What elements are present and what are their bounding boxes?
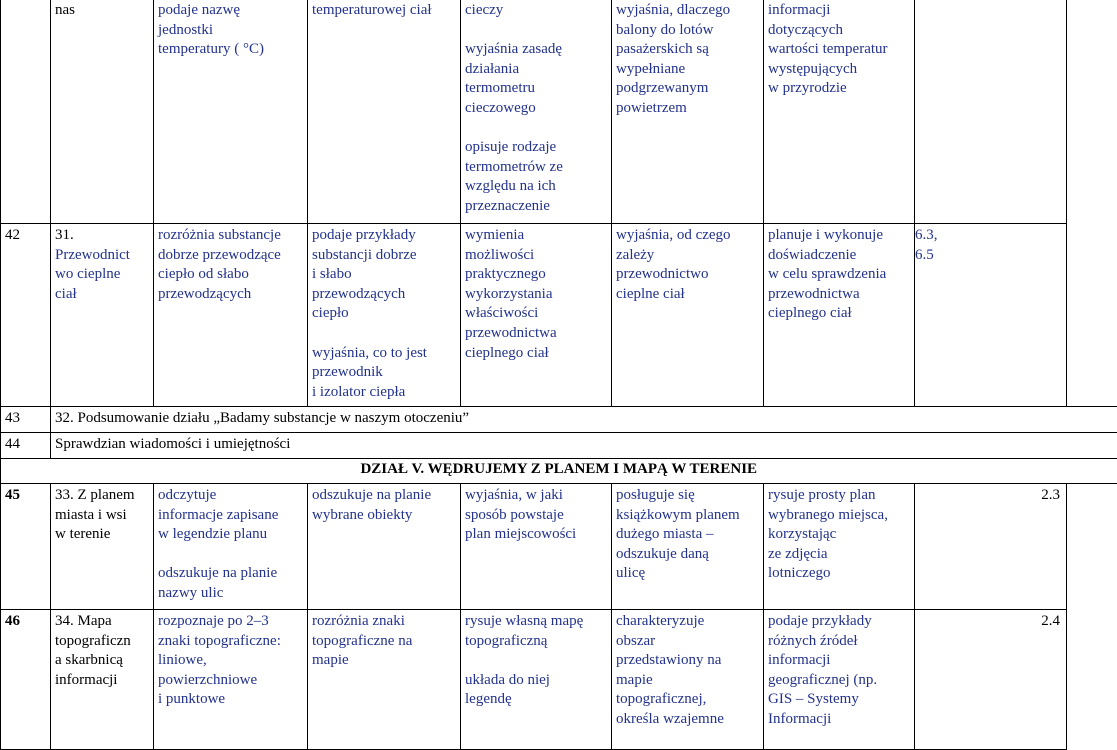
lesson-number-cell: 46 [1, 610, 51, 750]
requirement-cell-3: rysuje własną mapę topograficzną układa do niej legendę [461, 610, 612, 750]
curriculum-ref-cell [915, 0, 1067, 224]
test-lesson-text: Sprawdzian wiadomości i umiejętności [55, 436, 291, 452]
summary-lesson-text: 32. Podsumowanie działu „Badamy substancje w naszym otoczeniu” [55, 410, 470, 426]
requirement-cell-4: posługuje się książkowym planem dużego miasta – odszukuje daną ulicę [612, 484, 764, 610]
lesson-number-cell [1, 0, 51, 224]
curriculum-ref-cell: 2.4 [915, 610, 1067, 750]
requirement-cell-5: rysuje prosty plan wybranego miejsca, korzystając ze zdjęcia lotniczego [764, 484, 915, 610]
requirement-cell-3: cieczy wyjaśnia zasadę działania termometru cieczowego opisuje rodzaje termometrów ze względu na ich przeznaczenie [461, 0, 612, 224]
requirement-cell-1: rozpoznaje po 2–3 znaki topograficzne: liniowe, powierzchniowe i punktowe [154, 610, 308, 750]
lesson-number-cell: 42 [1, 224, 51, 407]
section-header: DZIAŁ V. WĘDRUJEMY Z PLANEM I MAPĄ W TERENIE [1, 459, 1117, 484]
requirement-cell-1: odczytuje informacje zapisane w legendzie planu odszukuje na planie nazwy ulic [154, 484, 308, 610]
requirement-cell-4: wyjaśnia, dlaczego balony do lotów pasażerskich są wypełniane podgrzewanym powietrzem [612, 0, 764, 224]
requirement-cell-2: odszukuje na planie wybrane obiekty [308, 484, 461, 610]
requirement-cell-2: rozróżnia znaki topograficzne na mapie [308, 610, 461, 750]
lesson-topic: nas [55, 2, 75, 18]
requirement-cell-4: wyjaśnia, od czego zależy przewodnictwo cieplne ciał [612, 224, 764, 407]
requirement-cell-3: wyjaśnia, w jaki sposób powstaje plan miejscowości [461, 484, 612, 610]
requirement-cell-4: charakteryzuje obszar przedstawiony na mapie topograficznej, określa wzajemne [612, 610, 764, 750]
section-header-row [1, 459, 1117, 484]
lesson-topic-cell [51, 0, 154, 224]
lesson-topic-cell: 34. Mapa topograficzn a skarbnicą informacji [51, 610, 154, 750]
requirement-cell-2: temperaturowej ciał [308, 0, 461, 224]
requirement-cell-1: podaje nazwę jednostki temperatury ( °C) [154, 0, 308, 224]
table-row [1, 224, 1117, 407]
lesson-number-cell: 43 [1, 407, 51, 433]
curriculum-ref-cell: 6.3, 6.5 [915, 224, 1067, 407]
lesson-number-cell: 44 [1, 433, 51, 459]
lesson-topic-cell: 33. Z planem miasta i wsi w terenie [51, 484, 154, 610]
curriculum-ref-cell: 2.3 [915, 484, 1067, 610]
requirement-cell-5: podaje przykłady różnych źródeł informacji geograficznej (np. GIS – Systemy Informacji [764, 610, 915, 750]
requirement-cell-3: wymienia możliwości praktycznego wykorzystania właściwości przewodnictwa cieplnego ciał [461, 224, 612, 407]
lesson-number-cell: 45 [1, 484, 51, 610]
table-row [1, 0, 1117, 224]
lesson-topic-cell: 31. Przewodnict wo cieplne ciał [51, 224, 154, 407]
summary-lesson-cell [51, 407, 1117, 433]
table-row [1, 407, 1117, 433]
requirement-cell-5: informacji dotyczących wartości temperatur występujących w przyrodzie [764, 0, 915, 224]
requirement-cell-2: podaje przykłady substancji dobrze i słabo przewodzących ciepło wyjaśnia, co to jest przewodnik i izolator ciepła [308, 224, 461, 407]
table-row [1, 484, 1117, 610]
table-row [1, 610, 1117, 750]
table-row [1, 433, 1117, 459]
requirement-cell-1: rozróżnia substancje dobrze przewodzące ciepło od słabo przewodzących [154, 224, 308, 407]
test-lesson-cell [51, 433, 1117, 459]
requirement-cell-5: planuje i wykonuje doświadczenie w celu sprawdzenia przewodnictwa cieplnego ciał [764, 224, 915, 407]
